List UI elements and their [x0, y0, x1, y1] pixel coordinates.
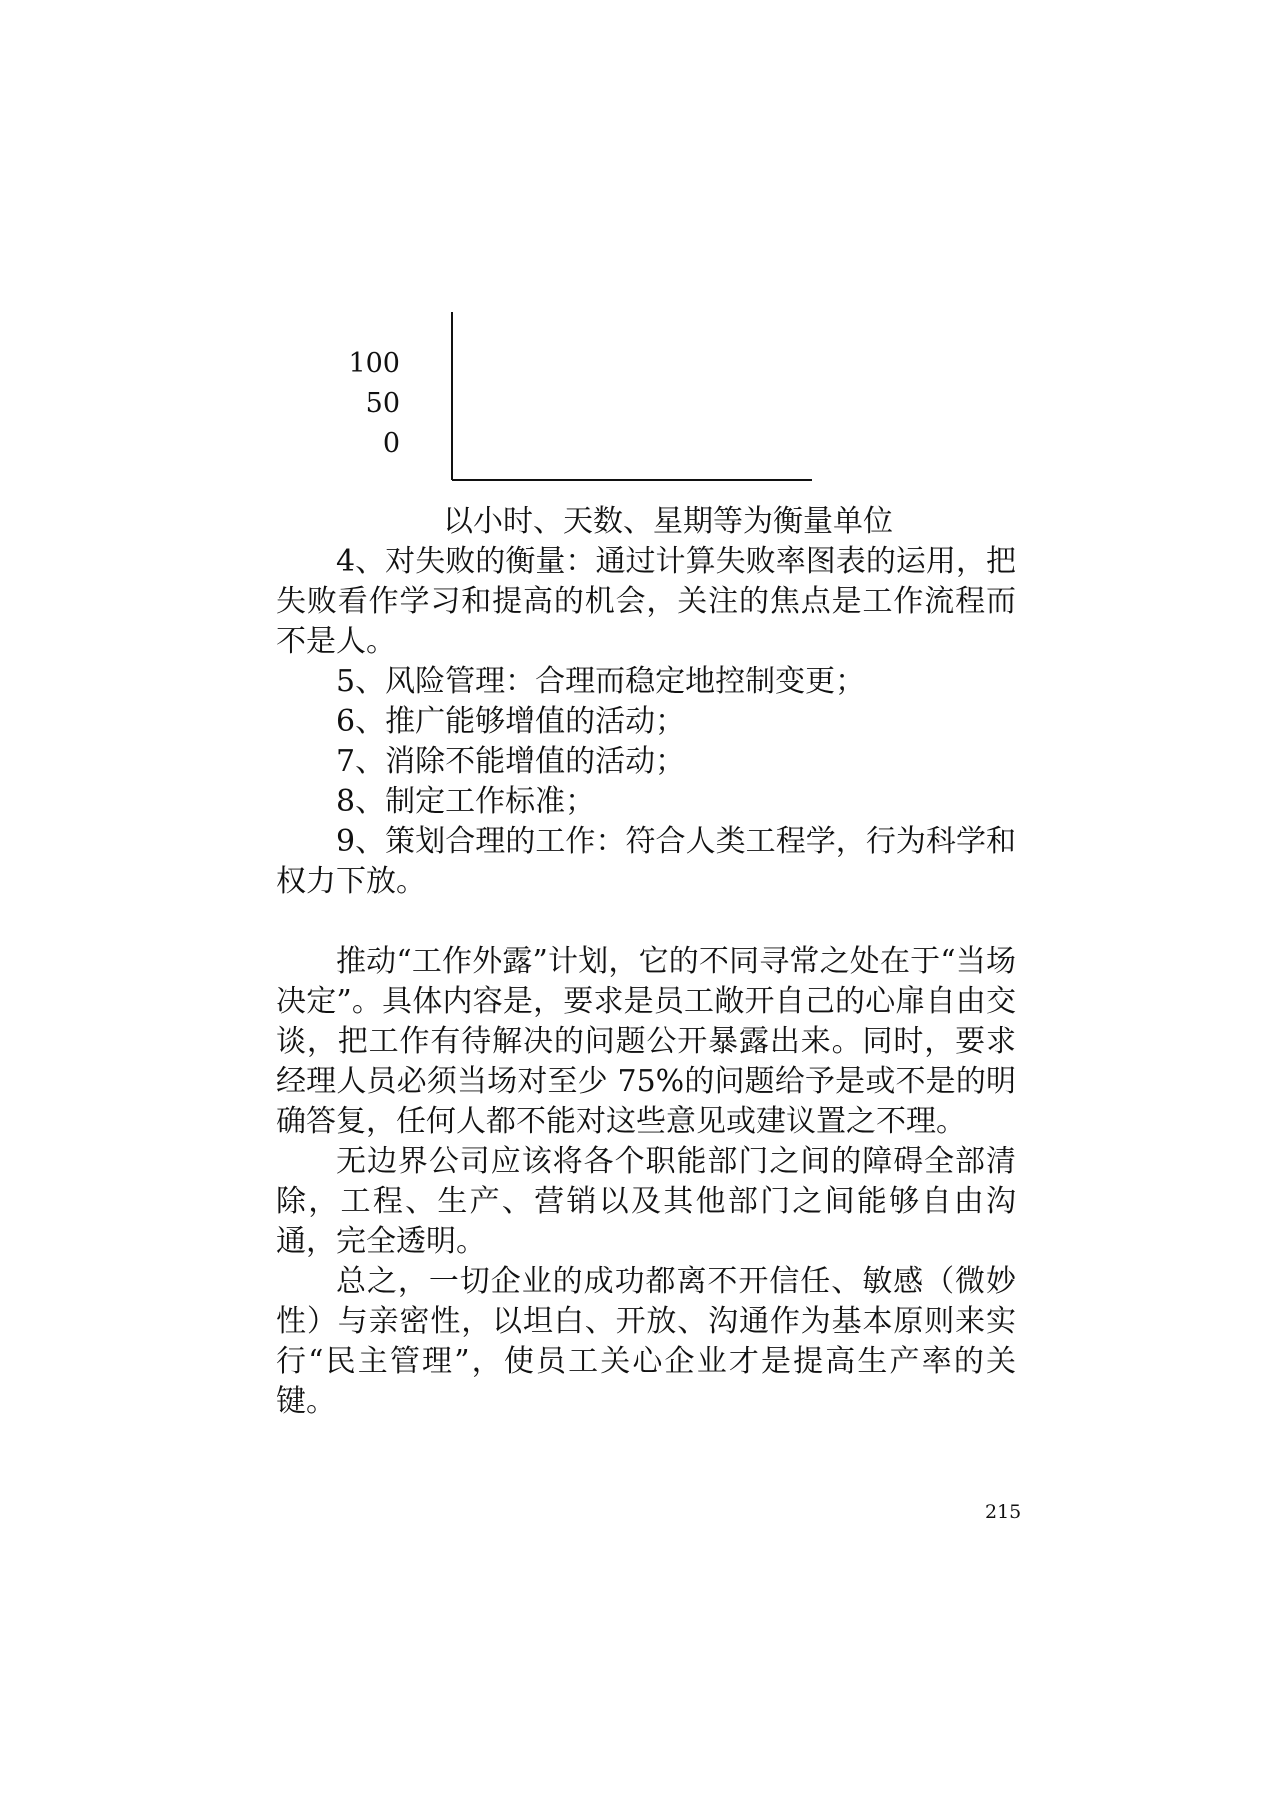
paragraph-item-9: 9、策划合理的工作：符合人类工程学，行为科学和权力下放。: [276, 824, 1016, 899]
y-tick-label-100: 100: [348, 348, 400, 379]
paragraph-item-5: 5、风险管理：合理而稳定地控制变更；: [336, 664, 866, 699]
paragraph-item-4: 4、对失败的衡量：通过计算失败率图表的运用，把失败看作学习和提高的机会，关注的焦点是工作流程而不是人。: [276, 544, 1016, 659]
paragraph-item-7: 7、消除不能增值的活动；: [336, 744, 686, 779]
paragraph-item-8: 8、制定工作标准；: [336, 784, 596, 819]
y-tick-label-0: 0: [382, 428, 400, 459]
failure-rate-chart: [340, 300, 840, 510]
body-text: [276, 542, 1016, 1422]
paragraph-boundaryless: 无边界公司应该将各个职能部门之间的障碍全部清除，工程、生产、营销以及其他部门之间能够自由沟通，完全透明。: [276, 1144, 1016, 1259]
y-tick-label-50: 50: [365, 388, 400, 419]
paragraph-gap: [276, 902, 1016, 942]
x-axis-label: 以小时、天数、星期等为衡量单位: [443, 504, 893, 539]
paragraph-work-exposure: 推动“工作外露”计划，它的不同寻常之处在于“当场决定”。具体内容是，要求是员工敞开自己的心扉自由交谈，把工作有待解决的问题公开暴露出来。同时，要求经理人员必须当场对至少 75%的问题给予是或不是的明确答复，任何人都不能对这些意见或建议置之不理。: [276, 944, 1016, 1139]
page-number: 215: [985, 1501, 1022, 1523]
chart-axes: [340, 300, 840, 510]
paragraph-item-6: 6、推广能够增值的活动；: [336, 704, 686, 739]
paragraph-conclusion: 总之，一切企业的成功都离不开信任、敏感（微妙性）与亲密性，以坦白、开放、沟通作为基本原则来实行“民主管理”，使员工关心企业才是提高生产率的关键。: [276, 1264, 1016, 1419]
